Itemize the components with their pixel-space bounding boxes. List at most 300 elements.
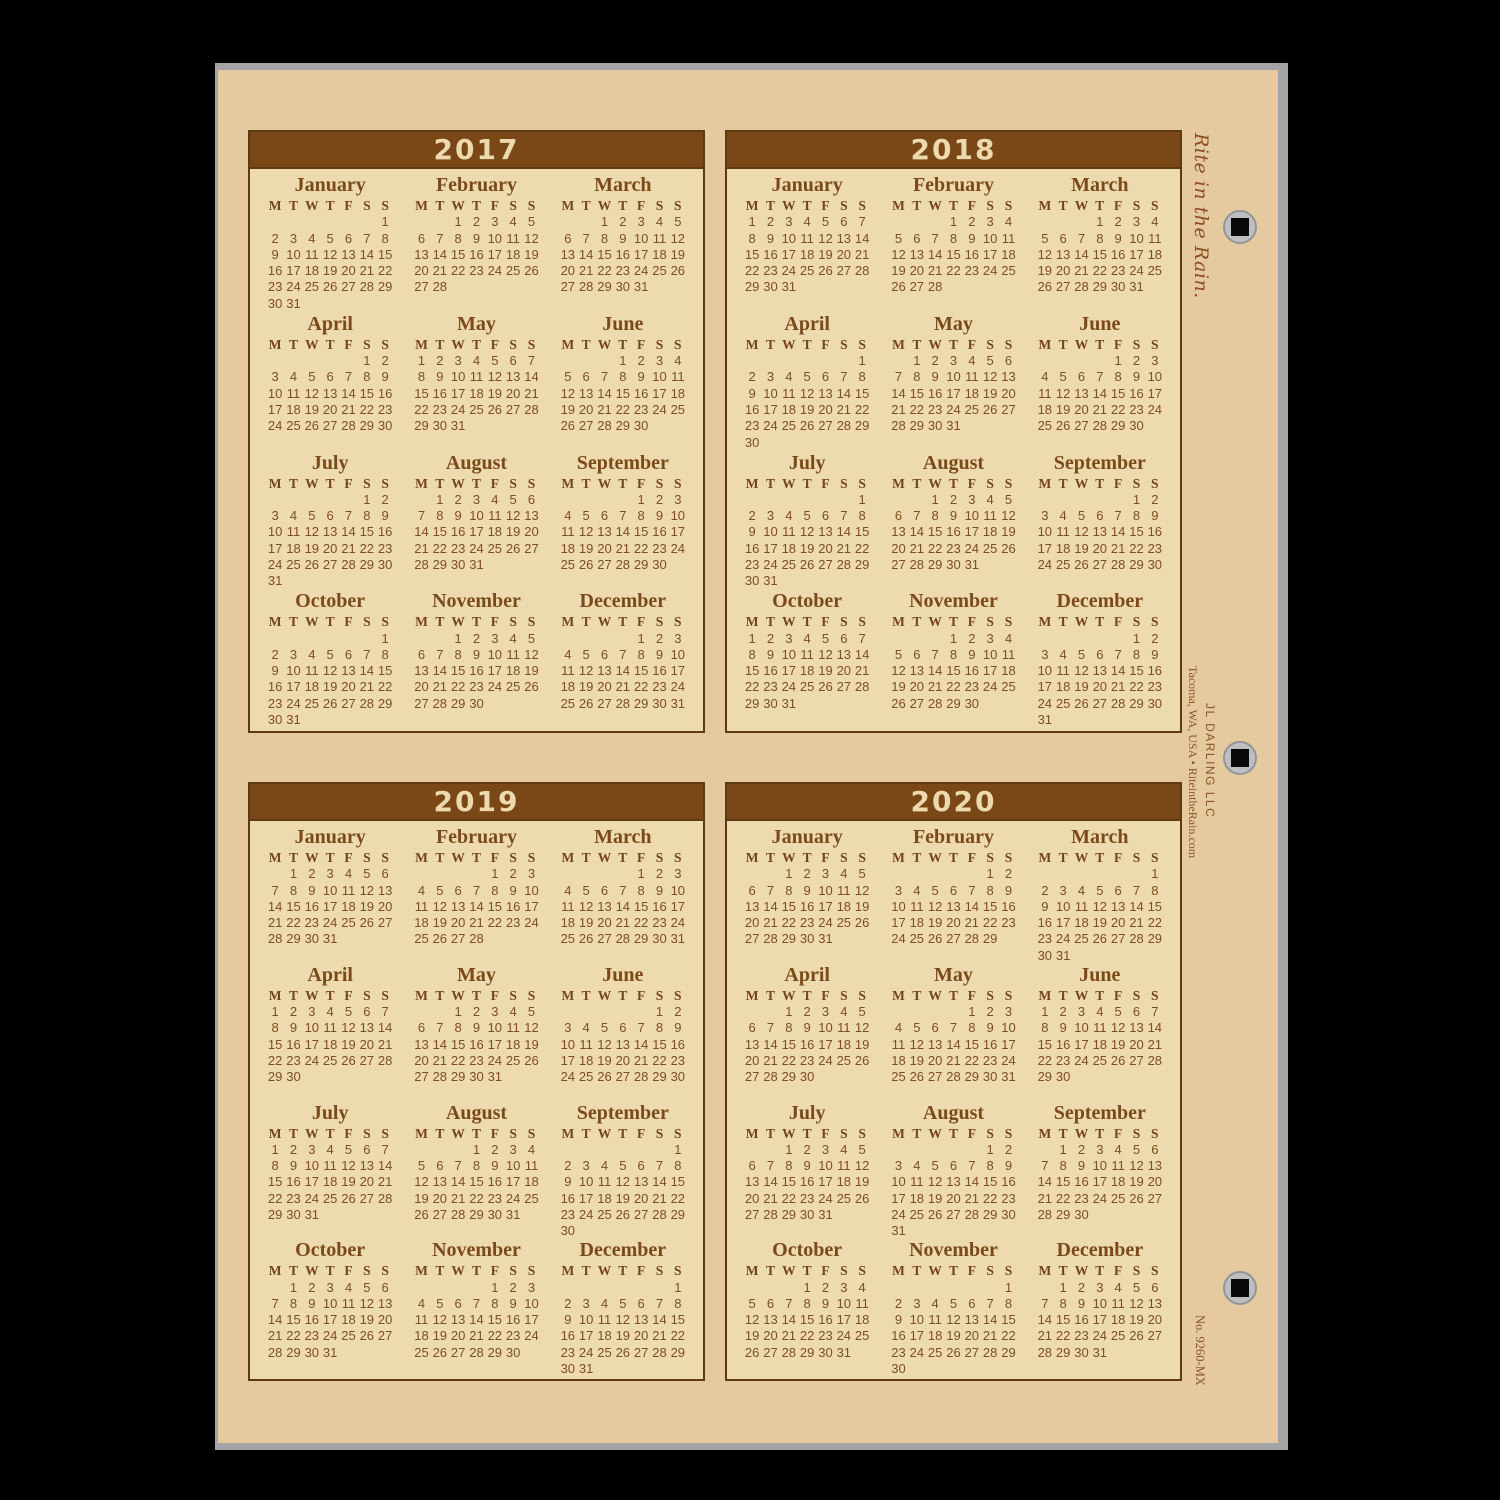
day-cell: 1 bbox=[674, 1141, 682, 1157]
day-cell: 4 bbox=[564, 508, 572, 524]
weekday-header: T bbox=[948, 614, 958, 630]
day-cell: 29 bbox=[633, 556, 649, 572]
day-cell: 29 bbox=[286, 931, 301, 947]
day-cell: 26 bbox=[359, 1328, 375, 1344]
day-cell: 24 bbox=[818, 1052, 833, 1068]
day-cell: 19 bbox=[524, 1036, 539, 1052]
day-cell: 31 bbox=[818, 1206, 833, 1222]
day-cell: 9 bbox=[1077, 1295, 1086, 1311]
day-cell: 17 bbox=[524, 1312, 539, 1328]
empty-day-cell bbox=[412, 1004, 430, 1020]
day-cell: 29 bbox=[377, 279, 393, 295]
day-cell: 2 bbox=[1151, 491, 1159, 507]
day-cell: 3 bbox=[949, 353, 958, 369]
weekday-header: S bbox=[527, 1125, 536, 1141]
day-cell: 12 bbox=[578, 898, 594, 914]
day-cell: 22 bbox=[799, 1328, 815, 1344]
day-cell: 23 bbox=[469, 263, 484, 279]
month-june-2019 bbox=[553, 962, 693, 1100]
day-cell: 15 bbox=[1055, 1174, 1071, 1190]
day-cell: 24 bbox=[633, 263, 649, 279]
day-cell: 6 bbox=[1077, 369, 1086, 385]
day-cell: 11 bbox=[1038, 385, 1052, 401]
day-cell: 5 bbox=[858, 866, 866, 882]
empty-day-cell bbox=[1072, 866, 1090, 882]
empty-day-cell bbox=[266, 214, 284, 230]
day-cell: 8 bbox=[454, 230, 462, 246]
empty-day-cell bbox=[798, 353, 816, 369]
weekday-header: M bbox=[1038, 850, 1052, 865]
day-cell: 12 bbox=[854, 1020, 870, 1036]
day-cell: 22 bbox=[633, 679, 649, 695]
day-cell: 22 bbox=[286, 1328, 301, 1344]
day-cell: 22 bbox=[469, 1190, 484, 1206]
day-cell: 11 bbox=[837, 1020, 851, 1036]
weekday-header: T bbox=[471, 614, 481, 630]
day-cell: 6 bbox=[840, 630, 848, 646]
empty-day-cell bbox=[632, 1004, 650, 1020]
day-cell: 13 bbox=[414, 246, 429, 262]
day-cell: 8 bbox=[1132, 508, 1141, 524]
day-cell: 11 bbox=[782, 524, 796, 540]
weekday-header: T bbox=[471, 1125, 481, 1141]
day-cell: 10 bbox=[286, 663, 301, 679]
month-march-2017 bbox=[553, 172, 693, 311]
day-cell: 13 bbox=[946, 1174, 961, 1190]
weekday-header: S bbox=[509, 336, 517, 352]
day-cell: 4 bbox=[913, 1158, 921, 1174]
day-cell: 30 bbox=[286, 1069, 301, 1085]
day-cell: 5 bbox=[308, 369, 316, 385]
day-cell: 11 bbox=[837, 1158, 851, 1174]
year-grid bbox=[727, 169, 1180, 731]
day-cell: 22 bbox=[450, 263, 466, 279]
day-cell: 5 bbox=[363, 1279, 371, 1295]
day-cell: 8 bbox=[1041, 1020, 1049, 1036]
day-cell: 15 bbox=[267, 1174, 283, 1190]
day-cell: 17 bbox=[1055, 915, 1071, 931]
day-cell: 14 bbox=[927, 246, 943, 262]
day-cell: 26 bbox=[322, 279, 338, 295]
day-cell: 22 bbox=[982, 915, 998, 931]
weekday-header: W bbox=[1074, 475, 1089, 491]
empty-day-cell bbox=[266, 1280, 284, 1296]
weekday-header: F bbox=[821, 987, 830, 1003]
day-cell: 13 bbox=[763, 1312, 778, 1328]
year-title: 2020 bbox=[727, 784, 1180, 821]
day-cell: 31 bbox=[818, 931, 833, 947]
day-cell: 16 bbox=[469, 1036, 484, 1052]
day-cell: 15 bbox=[487, 1312, 503, 1328]
day-cell: 2 bbox=[308, 1279, 316, 1295]
empty-day-cell bbox=[467, 1280, 485, 1296]
day-grid bbox=[412, 337, 540, 435]
empty-day-cell bbox=[926, 1280, 944, 1296]
weekday-header: W bbox=[305, 850, 319, 865]
day-cell: 8 bbox=[454, 1020, 462, 1036]
month-may-2019 bbox=[406, 962, 546, 1100]
day-cell: 14 bbox=[927, 663, 943, 679]
day-cell: 30 bbox=[946, 556, 961, 572]
day-cell: 4 bbox=[289, 508, 298, 524]
day-cell: 14 bbox=[377, 1020, 393, 1036]
day-cell: 24 bbox=[267, 418, 283, 434]
day-cell: 24 bbox=[1092, 1190, 1108, 1206]
day-cell: 4 bbox=[472, 353, 481, 369]
weekday-header: S bbox=[509, 850, 517, 865]
day-cell: 22 bbox=[744, 263, 760, 279]
day-cell: 1 bbox=[454, 630, 462, 646]
day-cell: 14 bbox=[1037, 1174, 1053, 1190]
day-cell: 5 bbox=[1132, 1279, 1141, 1295]
weekday-header: S bbox=[840, 475, 848, 491]
empty-day-cell bbox=[1091, 631, 1109, 647]
day-cell: 12 bbox=[1129, 1158, 1144, 1174]
day-cell: 26 bbox=[891, 279, 906, 295]
day-cell: 14 bbox=[891, 385, 906, 401]
day-cell: 12 bbox=[927, 898, 943, 914]
day-cell: 22 bbox=[1129, 540, 1144, 556]
day-cell: 13 bbox=[377, 882, 393, 898]
day-cell: 1 bbox=[986, 1141, 994, 1157]
day-cell: 9 bbox=[308, 882, 316, 898]
day-cell: 19 bbox=[927, 1190, 943, 1206]
weekday-header: F bbox=[967, 850, 976, 865]
day-cell: 5 bbox=[619, 1295, 627, 1311]
day-cell: 26 bbox=[982, 401, 998, 417]
day-grid bbox=[266, 337, 394, 435]
day-cell: 31 bbox=[946, 418, 961, 434]
day-cell: 10 bbox=[652, 369, 667, 385]
weekday-header: T bbox=[288, 198, 298, 213]
day-cell: 25 bbox=[1001, 263, 1016, 279]
day-cell: 13 bbox=[1092, 663, 1108, 679]
day-cell: 14 bbox=[982, 1312, 998, 1328]
day-cell: 6 bbox=[417, 230, 426, 246]
day-cell: 25 bbox=[414, 1344, 429, 1360]
day-cell: 16 bbox=[560, 1190, 576, 1206]
month-march-2020 bbox=[1030, 824, 1170, 962]
month-february-2018 bbox=[883, 172, 1023, 311]
weekday-header: S bbox=[381, 850, 389, 865]
empty-day-cell bbox=[412, 492, 430, 508]
empty-day-cell bbox=[632, 1142, 650, 1158]
weekday-header: T bbox=[581, 198, 591, 213]
weekday-header: S bbox=[1151, 614, 1159, 630]
day-cell: 16 bbox=[744, 540, 760, 556]
weekday-header: F bbox=[637, 1125, 646, 1141]
day-cell: 7 bbox=[949, 1020, 958, 1036]
day-grid bbox=[266, 988, 394, 1086]
empty-day-cell bbox=[889, 866, 907, 882]
day-cell: 17 bbox=[450, 385, 466, 401]
empty-day-cell bbox=[595, 492, 613, 508]
day-cell: 1 bbox=[748, 214, 756, 230]
weekday-header: W bbox=[305, 1125, 319, 1141]
day-cell: 14 bbox=[652, 1312, 667, 1328]
day-cell: 20 bbox=[633, 1328, 649, 1344]
day-cell: 16 bbox=[505, 898, 521, 914]
day-cell: 10 bbox=[1037, 663, 1053, 679]
day-cell: 9 bbox=[674, 1020, 682, 1036]
weekday-header: T bbox=[765, 987, 775, 1003]
day-cell: 24 bbox=[1037, 556, 1053, 572]
day-cell: 1 bbox=[968, 1004, 976, 1020]
day-cell: 18 bbox=[1001, 246, 1016, 262]
day-cell: 20 bbox=[560, 263, 576, 279]
day-cell: 25 bbox=[964, 401, 980, 417]
day-cell: 2 bbox=[509, 1279, 517, 1295]
day-cell: 21 bbox=[909, 540, 925, 556]
empty-day-cell bbox=[266, 492, 284, 508]
day-cell: 22 bbox=[909, 401, 925, 417]
day-cell: 15 bbox=[633, 524, 649, 540]
day-cell: 19 bbox=[578, 915, 594, 931]
day-cell: 24 bbox=[267, 556, 283, 572]
day-cell: 26 bbox=[359, 915, 375, 931]
day-cell: 27 bbox=[909, 695, 925, 711]
day-cell: 27 bbox=[377, 915, 393, 931]
day-cell: 25 bbox=[469, 401, 484, 417]
day-cell: 12 bbox=[304, 385, 320, 401]
empty-day-cell bbox=[1036, 353, 1054, 369]
day-cell: 8 bbox=[271, 1020, 279, 1036]
day-cell: 12 bbox=[670, 230, 686, 246]
day-cell: 20 bbox=[524, 524, 539, 540]
day-cell: 27 bbox=[744, 1206, 760, 1222]
day-cell: 6 bbox=[381, 1279, 389, 1295]
day-cell: 17 bbox=[487, 246, 503, 262]
day-cell: 13 bbox=[633, 1174, 649, 1190]
day-cell: 30 bbox=[560, 1361, 576, 1375]
day-cell: 19 bbox=[414, 1190, 429, 1206]
day-cell: 22 bbox=[781, 1052, 797, 1068]
day-cell: 17 bbox=[670, 898, 686, 914]
day-cell: 22 bbox=[1129, 679, 1144, 695]
empty-day-cell bbox=[614, 866, 632, 882]
day-grid bbox=[412, 198, 540, 296]
day-cell: 8 bbox=[271, 1158, 279, 1174]
day-cell: 20 bbox=[927, 1052, 943, 1068]
day-cell: 24 bbox=[982, 679, 998, 695]
day-cell: 23 bbox=[982, 1052, 998, 1068]
month-november-2020 bbox=[883, 1237, 1023, 1375]
day-cell: 29 bbox=[1129, 695, 1144, 711]
day-cell: 20 bbox=[1074, 401, 1089, 417]
day-cell: 14 bbox=[597, 385, 612, 401]
day-cell: 3 bbox=[509, 1141, 517, 1157]
day-cell: 5 bbox=[527, 214, 536, 230]
day-cell: 30 bbox=[799, 1206, 815, 1222]
day-cell: 13 bbox=[744, 898, 760, 914]
day-cell: 27 bbox=[505, 401, 521, 417]
day-cell: 28 bbox=[964, 1206, 980, 1222]
weekday-header: T bbox=[288, 475, 298, 491]
day-cell: 9 bbox=[803, 1158, 811, 1174]
month-september-2019 bbox=[553, 1100, 693, 1238]
day-cell: 30 bbox=[1110, 279, 1126, 295]
day-cell: 25 bbox=[505, 263, 521, 279]
weekday-header: W bbox=[928, 475, 942, 491]
day-cell: 18 bbox=[560, 915, 576, 931]
day-cell: 7 bbox=[766, 1020, 775, 1036]
weekday-header: S bbox=[858, 475, 866, 491]
day-cell: 6 bbox=[417, 1020, 426, 1036]
empty-day-cell bbox=[449, 1280, 467, 1296]
day-cell: 13 bbox=[1092, 524, 1108, 540]
day-cell: 17 bbox=[560, 1052, 576, 1068]
day-cell: 10 bbox=[524, 1295, 539, 1311]
day-cell: 20 bbox=[891, 540, 906, 556]
day-cell: 27 bbox=[1147, 1328, 1163, 1344]
day-cell: 16 bbox=[946, 524, 961, 540]
empty-day-cell bbox=[559, 492, 577, 508]
day-cell: 17 bbox=[487, 1036, 503, 1052]
day-cell: 5 bbox=[417, 1158, 426, 1174]
empty-day-cell bbox=[467, 866, 485, 882]
day-cell: 7 bbox=[619, 508, 627, 524]
day-cell: 3 bbox=[564, 1020, 572, 1036]
month-name: February bbox=[912, 174, 995, 196]
day-cell: 25 bbox=[560, 931, 576, 947]
day-cell: 26 bbox=[854, 1190, 870, 1206]
day-cell: 24 bbox=[1147, 401, 1163, 417]
day-cell: 29 bbox=[781, 1206, 797, 1222]
day-cell: 23 bbox=[505, 915, 521, 931]
day-cell: 23 bbox=[964, 263, 980, 279]
day-cell: 26 bbox=[799, 556, 815, 572]
day-cell: 16 bbox=[1001, 1174, 1016, 1190]
day-cell: 24 bbox=[946, 401, 961, 417]
day-cell: 9 bbox=[564, 1174, 572, 1190]
day-cell: 10 bbox=[781, 230, 797, 246]
day-cell: 11 bbox=[305, 663, 319, 679]
day-cell: 7 bbox=[931, 230, 939, 246]
day-cell: 8 bbox=[785, 882, 793, 898]
day-cell: 17 bbox=[909, 1328, 925, 1344]
day-cell: 16 bbox=[964, 663, 980, 679]
day-cell: 8 bbox=[1151, 882, 1159, 898]
day-cell: 4 bbox=[344, 1279, 353, 1295]
weekday-header: S bbox=[1151, 1125, 1159, 1141]
day-cell: 12 bbox=[982, 369, 998, 385]
month-october-2019 bbox=[260, 1237, 400, 1375]
day-cell: 30 bbox=[652, 695, 667, 711]
day-grid bbox=[1036, 1126, 1164, 1224]
day-cell: 25 bbox=[1037, 418, 1053, 434]
weekday-header: S bbox=[363, 475, 371, 491]
year-panel-2019 bbox=[248, 782, 705, 1381]
day-cell: 1 bbox=[655, 1004, 664, 1020]
day-cell: 28 bbox=[909, 556, 925, 572]
day-cell: 24 bbox=[891, 931, 906, 947]
day-grid bbox=[559, 198, 687, 296]
day-cell: 18 bbox=[854, 1312, 870, 1328]
day-cell: 19 bbox=[1055, 401, 1071, 417]
empty-day-cell bbox=[1054, 353, 1072, 369]
day-cell: 20 bbox=[909, 679, 925, 695]
weekday-header: F bbox=[637, 614, 646, 630]
day-cell: 21 bbox=[763, 915, 778, 931]
day-cell: 16 bbox=[652, 663, 667, 679]
month-may-2018 bbox=[883, 311, 1023, 450]
weekday-header: S bbox=[655, 1263, 664, 1279]
day-grid bbox=[1036, 988, 1164, 1086]
day-cell: 24 bbox=[1092, 1328, 1108, 1344]
weekday-header: S bbox=[1004, 850, 1013, 865]
day-cell: 8 bbox=[619, 369, 627, 385]
day-cell: 26 bbox=[799, 418, 815, 434]
empty-day-cell bbox=[743, 866, 761, 882]
day-cell: 24 bbox=[286, 695, 301, 711]
empty-day-cell bbox=[614, 1280, 632, 1296]
day-cell: 16 bbox=[891, 1328, 906, 1344]
day-cell: 13 bbox=[341, 663, 356, 679]
day-cell: 31 bbox=[505, 1206, 521, 1222]
weekday-header: S bbox=[363, 987, 371, 1003]
day-cell: 29 bbox=[854, 556, 870, 572]
day-cell: 19 bbox=[560, 401, 576, 417]
day-cell: 21 bbox=[359, 679, 375, 695]
day-cell: 29 bbox=[1092, 279, 1108, 295]
day-cell: 1 bbox=[1132, 630, 1141, 646]
weekday-header: S bbox=[1151, 475, 1159, 491]
day-cell: 25 bbox=[1001, 679, 1016, 695]
weekday-header: S bbox=[363, 1263, 371, 1279]
day-cell: 20 bbox=[744, 1190, 760, 1206]
day-cell: 18 bbox=[1147, 246, 1163, 262]
day-cell: 9 bbox=[986, 1020, 994, 1036]
day-cell: 22 bbox=[744, 679, 760, 695]
day-cell: 4 bbox=[600, 1158, 609, 1174]
day-cell: 15 bbox=[1092, 246, 1108, 262]
day-cell: 20 bbox=[633, 1190, 649, 1206]
day-grid bbox=[412, 988, 540, 1086]
day-cell: 22 bbox=[633, 540, 649, 556]
day-cell: 3 bbox=[491, 214, 499, 230]
month-name: January bbox=[294, 826, 366, 848]
weekday-header: T bbox=[1095, 475, 1105, 491]
day-cell: 11 bbox=[506, 646, 520, 662]
day-cell: 29 bbox=[432, 556, 448, 572]
day-cell: 17 bbox=[1129, 246, 1144, 262]
empty-day-cell bbox=[339, 353, 357, 369]
day-cell: 20 bbox=[1001, 385, 1016, 401]
weekday-header: M bbox=[892, 614, 905, 630]
month-february-2019 bbox=[406, 824, 546, 962]
day-cell: 27 bbox=[1092, 556, 1108, 572]
day-cell: 12 bbox=[304, 524, 320, 540]
day-cell: 6 bbox=[949, 882, 958, 898]
day-cell: 2 bbox=[821, 1279, 830, 1295]
weekday-header: M bbox=[415, 614, 428, 630]
weekday-header: T bbox=[1058, 1263, 1068, 1279]
day-cell: 12 bbox=[560, 385, 576, 401]
day-cell: 2 bbox=[655, 630, 664, 646]
empty-day-cell bbox=[321, 214, 339, 230]
day-cell: 29 bbox=[744, 695, 760, 711]
day-cell: 22 bbox=[377, 679, 393, 695]
weekday-header: M bbox=[415, 850, 428, 865]
day-cell: 19 bbox=[341, 1036, 356, 1052]
day-cell: 5 bbox=[582, 882, 590, 898]
day-cell: 19 bbox=[982, 385, 998, 401]
day-cell: 12 bbox=[524, 646, 539, 662]
weekday-header: W bbox=[1074, 198, 1089, 213]
day-cell: 9 bbox=[766, 230, 775, 246]
month-january-2019 bbox=[260, 824, 400, 962]
day-cell: 10 bbox=[670, 882, 686, 898]
